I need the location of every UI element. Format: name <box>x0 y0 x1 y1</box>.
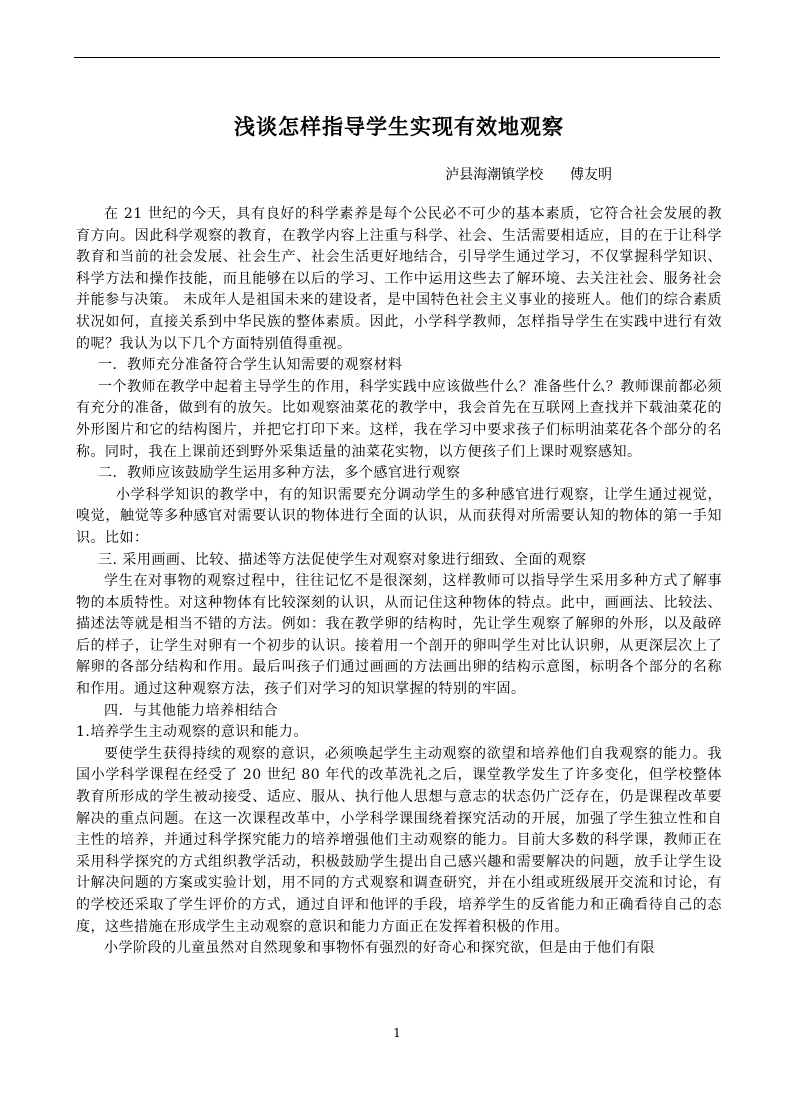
paragraph: 在 21 世纪的今天，具有良好的科学素养是每个公民必不可少的基本素质，它符合社会发展的教育方向。因此科学观察的教育，在教学内容上注重与科学、社会、生活需要相适应，目的在于让科学教育和当前的社会发展、社会生产、社会生活更好地结合，引导学生通过学习，不仅掌握科学知识、科学方法和操作技能，而且能够在以后的学习、工作中运用这些去了解环境、去关注社会、服务社会并能参与决策。 未成年人是祖国未来的建设者，是中国特色社会主义事业的接班人。他们的综合素质状况如何，直接关系到中华民族的整体素质。因此，小学科学教师，怎样指导学生在实践中进行有效的呢？我认为以下几个方面特别值得重视。 <box>76 206 722 352</box>
paragraph: 要使学生获得持续的观察的意识，必须唤起学生主动观察的欲望和培养他们自我观察的能力。我国小学科学课程在经受了 20 世纪 80 年代的改革洗礼之后，课堂教学发生了许多变化，但学校整体教育所形成的学生被动接受、适应、服从、执行他人思想与意志的状态仍广泛存在，仍是课程改革要解决的重点问题。在这一次课程改革中，小学科学课围绕着探究活动的开展，加强了学生独立性和自主性的培养，并通过科学探究能力的培养增强他们主动观察的能力。目前大多数的科学课，教师正在采用科学探究的方式组织教学活动，积极鼓励学生提出自己感兴趣和需要解决的问题，放手让学生设计解决问题的方案或实验计划，用不同的方式观察和调查研究，并在小组或班级展开交流和讨论，有的学校还采取了学生评价的方式，通过自评和他评的手段，培养学生的反省能力和正确看待自己的态度，这些措施在形成学生主动观察的意识和能力方面正在发挥着积极的作用。 <box>76 745 722 935</box>
paragraph: 四．与其他能力培养相结合 <box>104 702 278 719</box>
paragraph: 三. 采用画画、比较、描述等方法促使学生对观察对象进行细致、全面的观察 <box>98 551 587 568</box>
paragraph-list <box>76 204 722 960</box>
page-number: 1 <box>393 1026 401 1040</box>
author-byline: 泸县海潮镇学校 傅友明 <box>445 167 612 183</box>
paragraph: 学生在对事物的观察过程中，往往记忆不是很深刻，这样教师可以指导学生采用多种方式了解事物的本质特性。对这种物体有比较深刻的认识，从而记住这种物体的特点。此中，画画法、比较法、描述法等就是相当不错的方法。例如：我在教学卵的结构时，先让学生观察了解卵的外形，以及敲碎后的样子，让学生对卵有一个初步的认识。接着用一个剖开的卵叫学生对比认识卵，从更深层次上了解卵的各部分结构和作用。最后叫孩子们通过画画的方法画出卵的结构示意图，标明各个部分的名称和作用。通过这种观察方法，孩子们对学习的知识掌握的特别的牢固。 <box>76 573 722 698</box>
paragraph: 小学阶段的儿童虽然对自然现象和事物怀有强烈的好奇心和探究欲，但是由于他们有限 <box>104 940 655 957</box>
document-body <box>76 112 722 960</box>
header-rule <box>74 57 720 58</box>
paragraph: 小学科学知识的教学中，有的知识需要充分调动学生的多种感官进行观察，让学生通过视觉，嗅觉，触觉等多种感官对需要认识的物体进行全面的认识，从而获得对所需要认知的物体的第一手知识。比如： <box>76 486 722 546</box>
paragraph: 二．教师应该鼓励学生运用多种方法，多个感官进行观察 <box>98 465 461 482</box>
paragraph: 一个教师在教学中起着主导学生的作用，科学实践中应该做些什么？准备些什么？教师课前都必须有充分的准备，做到有的放矢。比如观察油菜花的教学中，我会首先在互联网上查找并下载油菜花的外形图片和它的结构图片，并把它打印下来。这样，我在学习中要求孩子们标明油菜花各个部分的名称。同时，我在上课前还到野外采集适量的油菜花实物，以方便孩子们上课时观察感知。 <box>76 378 722 460</box>
paragraph: 一．教师充分准备符合学生认知需要的观察材料 <box>98 357 403 374</box>
paragraph: 1.培养学生主动观察的意识和能力。 <box>76 724 308 741</box>
document-title: 浅谈怎样指导学生实现有效地观察 <box>234 115 564 139</box>
